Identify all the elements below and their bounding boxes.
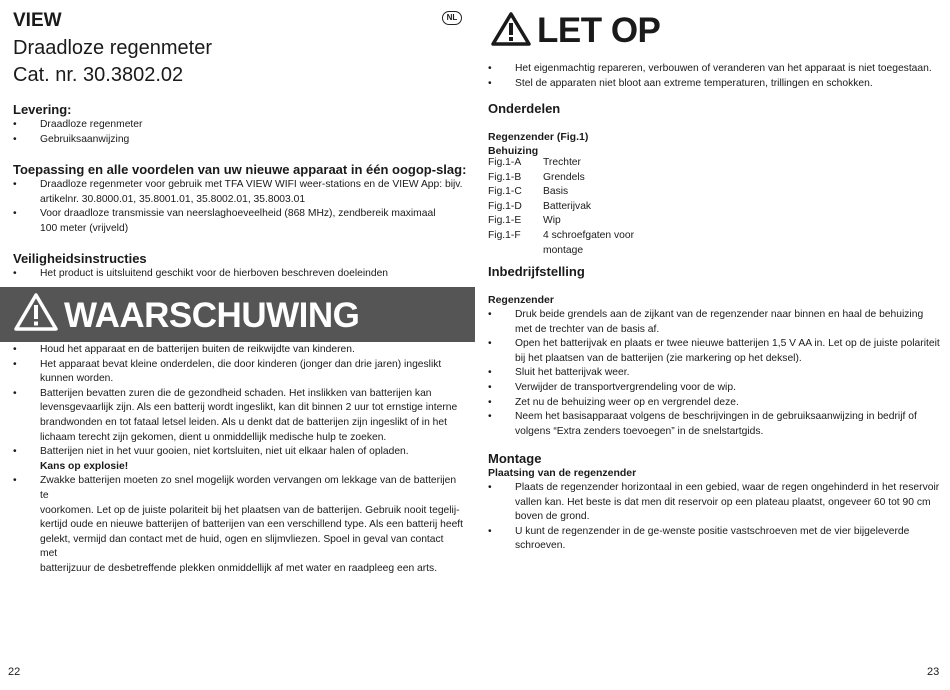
application-heading: Toepassing en alle voordelen van uw nieuwe apparaat in één oogop-slag: — [13, 162, 467, 177]
list-item: • Houd het apparaat en de batterijen buiten de reikwijdte van kinderen. — [13, 344, 355, 355]
parts-heading: Onderdelen — [488, 101, 561, 116]
parts-subheading: Regenzender (Fig.1) — [488, 131, 589, 143]
table-row: Fig.1-D Batterijvak — [488, 200, 592, 212]
mounting-list — [488, 481, 943, 554]
application-list — [13, 178, 463, 236]
table-row: Fig.1-C Basis — [488, 186, 569, 198]
brand-title: VIEW — [13, 10, 62, 31]
page-number-right: 23 — [927, 666, 940, 678]
caution-title: LET OP — [537, 11, 661, 50]
list-item: • Zet nu de behuizing weer op en vergrendel deze. — [488, 396, 739, 408]
list-item: • Voor draadloze transmissie van neerslaghoeveelheid (868 MHz), zendbereik maximaal 100 meter (vrijveld) — [13, 208, 436, 234]
list-item: • Het apparaat bevat kleine onderdelen, die door kinderen (jonger dan drie jaren) ingeslikt kunnen worden. — [13, 358, 442, 385]
delivery-heading: Levering: — [13, 102, 72, 117]
caution-list — [488, 62, 943, 91]
list-item: • Draadloze regenmeter voor gebruik met TFA VIEW WIFI weer-stations en de VIEW App: bijv. artikelnr. 30.8000.01, 35.8001.01, 35.8002.01, 35.8003.01 — [13, 179, 463, 205]
warning-title: WAARSCHUWING — [64, 296, 360, 335]
commissioning-list — [488, 308, 943, 439]
delivery-list — [13, 118, 463, 147]
safety-heading: Veiligheidsinstructies — [13, 251, 147, 266]
table-row: Fig.1-B Grendels — [488, 171, 585, 183]
list-item: • U kunt de regenzender in de ge-wenste positie vastschroeven met de vier bijgeleverde schroeven. — [488, 525, 910, 552]
commissioning-subheading: Regenzender — [488, 294, 554, 306]
parts-group: Behuizing — [488, 145, 539, 157]
list-item: • Het product is uitsluitend geschikt voor de hierboven beschreven doeleinden — [13, 268, 389, 279]
table-row: Fig.1-F 4 schroefgaten voor montage — [488, 229, 635, 256]
mounting-subheading: Plaatsing van de regenzender — [488, 467, 637, 479]
list-item: • Batterijen bevatten zuren die de gezondheid schaden. Het inslikken van batterijen kan levensgevaarlijk zijn. Als een batterij wordt ingeslikt, kan dit binnen 2 uur tot ernstige interne brandwonden en tot fataal letsel leiden. Als u denkt dat de batterijen zijn ingeslikt of in het lichaam terecht zijn gekomen, dient u onmiddellijk medische hulp te zoeken. — [13, 387, 458, 443]
warning-triangle-icon — [491, 11, 531, 47]
product-name: Draadloze regenmeter — [13, 37, 212, 59]
parts-table — [488, 156, 653, 258]
page-number-left: 22 — [8, 666, 21, 678]
commissioning-heading: Inbedrijfstelling — [488, 264, 585, 279]
explosion-warning: Kans op explosie! — [40, 460, 129, 472]
list-item: • Druk beide grendels aan de zijkant van de regenzender naar binnen en haal de behuizing met de trechter van de basis af. — [488, 309, 924, 335]
list-item: • Draadloze regenmeter — [13, 119, 143, 130]
list-item: • Zwakke batterijen moeten zo snel mogelijk worden vervangen om lekkage van de batterijen te voorkomen. Let op de juiste polariteit bij het plaatsen van de batterijen. Gebruik nooit tegelij- kertijd oude en nieuwe batterijen of batterijen van een verschillend type. Als een batterij heeft gelekt, vermijd dan contact met de huid, ogen en slijmvliezen. Spoel in geval van contact met batterijzuur de desbetreffende plekken onmiddellijk af met water en raadpleeg een arts. — [13, 475, 464, 574]
warning-banner — [0, 287, 475, 342]
list-item: • Sluit het batterijvak weer. — [488, 367, 630, 379]
table-row: Fig.1-A Trechter — [488, 157, 581, 168]
list-item: • Het eigenmachtig repareren, verbouwen of veranderen van het apparaat is niet toegestaan. — [488, 63, 932, 74]
safety-list — [13, 267, 463, 282]
list-item: • Gebruiksaanwijzing — [13, 133, 130, 145]
list-item: • Stel de apparaten niet bloot aan extreme temperaturen, trillingen en schokken. — [488, 77, 873, 89]
warning-triangle-icon — [14, 292, 58, 332]
list-item: • Batterijen niet in het vuur gooien, niet kortsluiten, niet uit elkaar halen of opladen. — [13, 446, 409, 458]
list-item: • Plaats de regenzender horizontaal in een gebied, waar de regen ongehinderd in het reservoir vallen kan. Het beste is dat men dit reservoir op een plateau plaatst, ongeveer 60 tot 90 cm boven de grond. — [488, 482, 940, 523]
language-badge: NL — [442, 11, 462, 25]
catalog-number: Cat. nr. 30.3802.02 — [13, 64, 184, 86]
list-item: • Open het batterijvak en plaats er twee nieuwe batterijen 1,5 V AA in. Let op de juiste polariteit bij het plaatsen van de batterijen (zie markering op het deksel). — [488, 338, 940, 364]
list-item: • Verwijder de transportvergrendeling voor de wip. — [488, 381, 736, 393]
table-row: Fig.1-E Wip — [488, 215, 561, 227]
list-item: • Neem het basisapparaat volgens de beschrijvingen in de gebruiksaanwijzing in bedrijf of volgens “Extra zenders toevoegen” in de snelstartgids. — [488, 411, 917, 437]
mounting-heading: Montage — [488, 451, 542, 466]
warning-list — [13, 343, 463, 577]
